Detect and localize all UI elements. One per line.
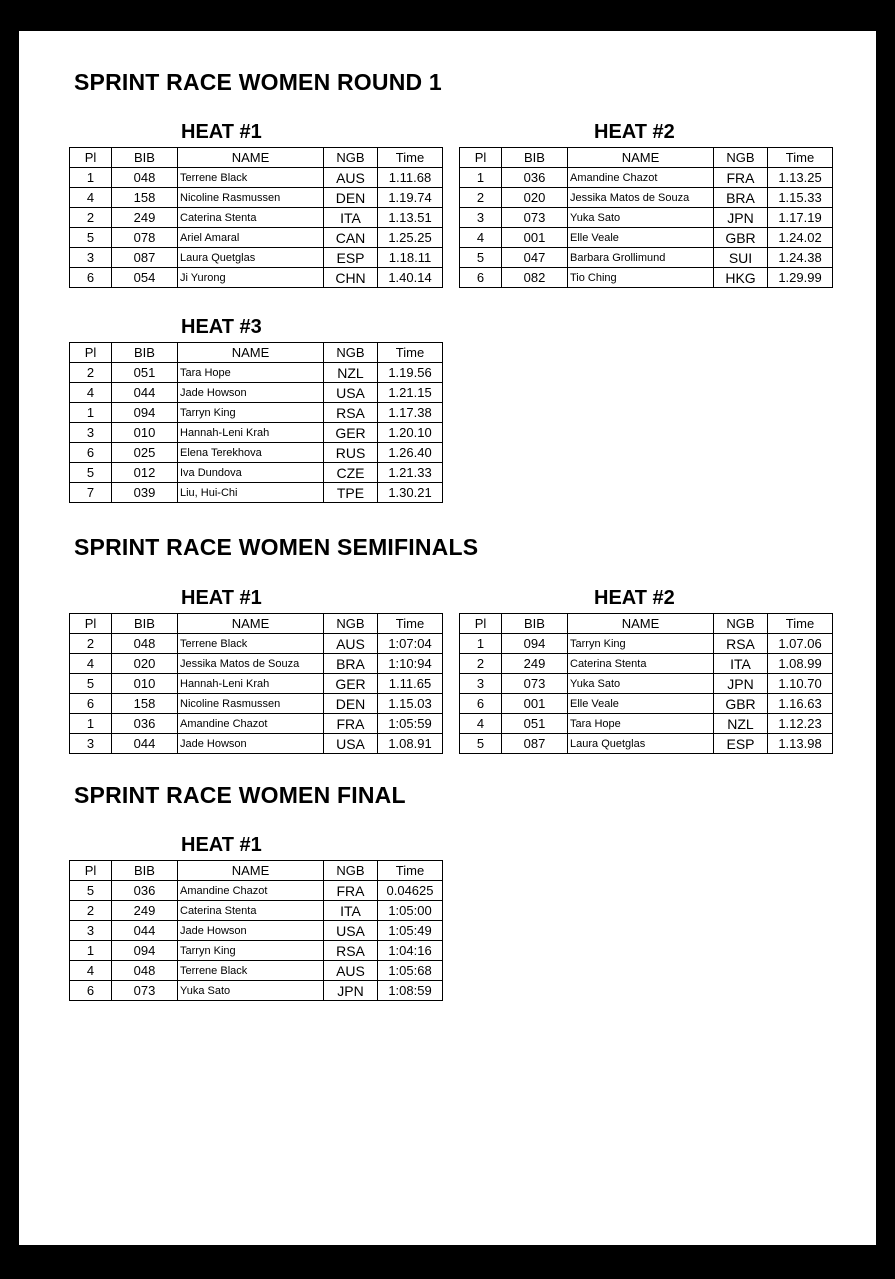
cell-bib: 094 [112, 403, 178, 423]
cell-ngb: AUS [324, 634, 378, 654]
cell-ngb: FRA [324, 714, 378, 734]
table-row [70, 714, 443, 734]
cell-ngb: JPN [714, 208, 768, 228]
cell-ngb: BRA [324, 654, 378, 674]
cell-ngb: ITA [324, 901, 378, 921]
cell-ngb: RSA [324, 403, 378, 423]
cell-bib: 249 [112, 208, 178, 228]
cell-name: Tara Hope [568, 714, 714, 734]
cell-bib: 158 [112, 188, 178, 208]
cell-name: Terrene Black [178, 961, 324, 981]
cell-time: 1.11.65 [378, 674, 443, 694]
cell-bib: 036 [112, 881, 178, 901]
table-row [70, 654, 443, 674]
cell-time: 1.24.02 [768, 228, 833, 248]
column-header-ngb: NGB [324, 861, 378, 881]
table-row [70, 403, 443, 423]
header-row [70, 343, 443, 363]
cell-name: Hannah-Leni Krah [178, 423, 324, 443]
column-header-bib: BIB [502, 148, 568, 168]
column-header-time: Time [378, 148, 443, 168]
cell-pl: 3 [70, 248, 112, 268]
cell-name: Nicoline Rasmussen [178, 694, 324, 714]
cell-name: Yuka Sato [568, 674, 714, 694]
column-header-pl: Pl [70, 148, 112, 168]
cell-name: Tio Ching [568, 268, 714, 288]
heat-title-round1-heat3: HEAT #3 [181, 316, 262, 338]
table-row [460, 208, 833, 228]
table-row [70, 881, 443, 901]
cell-name: Amandine Chazot [178, 714, 324, 734]
column-header-bib: BIB [112, 343, 178, 363]
heat-title-final-heat1: HEAT #1 [181, 834, 262, 856]
column-header-pl: Pl [460, 614, 502, 634]
cell-bib: 025 [112, 443, 178, 463]
cell-pl: 6 [70, 443, 112, 463]
cell-ngb: RSA [714, 634, 768, 654]
results-table-round1-heat2 [459, 147, 833, 288]
cell-pl: 1 [460, 634, 502, 654]
cell-bib: 249 [112, 901, 178, 921]
cell-ngb: DEN [324, 694, 378, 714]
table-row [70, 208, 443, 228]
cell-bib: 036 [502, 168, 568, 188]
column-header-time: Time [378, 614, 443, 634]
cell-bib: 051 [112, 363, 178, 383]
cell-ngb: GBR [714, 694, 768, 714]
table-row [70, 268, 443, 288]
cell-bib: 039 [112, 483, 178, 503]
table-row [70, 694, 443, 714]
cell-pl: 6 [70, 981, 112, 1001]
cell-bib: 048 [112, 168, 178, 188]
table-row [70, 981, 443, 1001]
cell-time: 1.17.38 [378, 403, 443, 423]
cell-bib: 051 [502, 714, 568, 734]
column-header-name: NAME [568, 148, 714, 168]
heat-title-semi-heat2: HEAT #2 [594, 587, 675, 609]
cell-time: 1.07.06 [768, 634, 833, 654]
cell-ngb: AUS [324, 168, 378, 188]
column-header-pl: Pl [70, 861, 112, 881]
cell-time: 0.04625 [378, 881, 443, 901]
cell-bib: 087 [112, 248, 178, 268]
results-table-semi-heat2 [459, 613, 833, 754]
results-table-semi-heat1 [69, 613, 443, 754]
cell-bib: 044 [112, 921, 178, 941]
cell-pl: 6 [70, 268, 112, 288]
table-row [70, 228, 443, 248]
table-row [460, 268, 833, 288]
cell-time: 1.25.25 [378, 228, 443, 248]
cell-time: 1.12.23 [768, 714, 833, 734]
table-row [460, 228, 833, 248]
table-row [70, 443, 443, 463]
table-row [460, 188, 833, 208]
cell-pl: 6 [70, 694, 112, 714]
cell-time: 1:05:49 [378, 921, 443, 941]
section-title-round-1: SPRINT RACE WOMEN ROUND 1 [74, 69, 442, 95]
cell-pl: 4 [70, 961, 112, 981]
column-header-bib: BIB [112, 148, 178, 168]
column-header-bib: BIB [112, 614, 178, 634]
cell-pl: 4 [70, 383, 112, 403]
cell-pl: 5 [460, 248, 502, 268]
cell-pl: 2 [70, 634, 112, 654]
cell-name: Jessika Matos de Souza [568, 188, 714, 208]
column-header-ngb: NGB [324, 148, 378, 168]
cell-name: Caterina Stenta [178, 208, 324, 228]
cell-pl: 2 [70, 901, 112, 921]
cell-time: 1.08.99 [768, 654, 833, 674]
cell-ngb: BRA [714, 188, 768, 208]
header-row [70, 861, 443, 881]
cell-ngb: JPN [324, 981, 378, 1001]
heat-title-round1-heat2: HEAT #2 [594, 121, 675, 143]
cell-time: 1.19.74 [378, 188, 443, 208]
cell-bib: 054 [112, 268, 178, 288]
cell-bib: 249 [502, 654, 568, 674]
table-row [70, 248, 443, 268]
cell-name: Jade Howson [178, 921, 324, 941]
results-table-round1-heat1 [69, 147, 443, 288]
cell-ngb: SUI [714, 248, 768, 268]
cell-name: Tarryn King [178, 941, 324, 961]
cell-ngb: ITA [714, 654, 768, 674]
column-header-name: NAME [178, 148, 324, 168]
header-row [70, 614, 443, 634]
cell-pl: 1 [70, 403, 112, 423]
cell-ngb: USA [324, 734, 378, 754]
cell-bib: 094 [502, 634, 568, 654]
cell-time: 1.29.99 [768, 268, 833, 288]
cell-bib: 087 [502, 734, 568, 754]
cell-time: 1.10.70 [768, 674, 833, 694]
cell-pl: 1 [460, 168, 502, 188]
cell-pl: 4 [460, 714, 502, 734]
cell-time: 1.21.15 [378, 383, 443, 403]
cell-pl: 3 [70, 921, 112, 941]
cell-bib: 048 [112, 961, 178, 981]
cell-pl: 2 [460, 188, 502, 208]
column-header-name: NAME [178, 614, 324, 634]
cell-time: 1.19.56 [378, 363, 443, 383]
cell-pl: 5 [460, 734, 502, 754]
table-row [460, 734, 833, 754]
cell-ngb: NZL [324, 363, 378, 383]
table-row [70, 188, 443, 208]
cell-bib: 020 [112, 654, 178, 674]
header-row [70, 148, 443, 168]
table-row [70, 463, 443, 483]
heat-title-round1-heat1: HEAT #1 [181, 121, 262, 143]
cell-name: Jessika Matos de Souza [178, 654, 324, 674]
column-header-pl: Pl [70, 343, 112, 363]
cell-time: 1.20.10 [378, 423, 443, 443]
cell-name: Amandine Chazot [178, 881, 324, 901]
cell-name: Hannah-Leni Krah [178, 674, 324, 694]
cell-name: Elena Terekhova [178, 443, 324, 463]
cell-name: Laura Quetglas [178, 248, 324, 268]
results-table-final-heat1 [69, 860, 443, 1001]
cell-name: Barbara Grollimund [568, 248, 714, 268]
cell-name: Ariel Amaral [178, 228, 324, 248]
column-header-time: Time [768, 614, 833, 634]
cell-name: Yuka Sato [178, 981, 324, 1001]
cell-bib: 020 [502, 188, 568, 208]
heat-title-semi-heat1: HEAT #1 [181, 587, 262, 609]
table-row [70, 961, 443, 981]
cell-ngb: FRA [714, 168, 768, 188]
cell-pl: 3 [460, 674, 502, 694]
cell-name: Iva Dundova [178, 463, 324, 483]
cell-pl: 5 [70, 674, 112, 694]
cell-pl: 2 [460, 654, 502, 674]
cell-time: 1.40.14 [378, 268, 443, 288]
cell-name: Jade Howson [178, 734, 324, 754]
cell-bib: 158 [112, 694, 178, 714]
cell-bib: 048 [112, 634, 178, 654]
column-header-bib: BIB [112, 861, 178, 881]
cell-pl: 2 [70, 363, 112, 383]
section-title-final: SPRINT RACE WOMEN FINAL [74, 782, 406, 808]
cell-pl: 1 [70, 941, 112, 961]
cell-pl: 6 [460, 268, 502, 288]
cell-ngb: CAN [324, 228, 378, 248]
cell-bib: 073 [502, 208, 568, 228]
cell-ngb: JPN [714, 674, 768, 694]
column-header-ngb: NGB [714, 614, 768, 634]
cell-name: Jade Howson [178, 383, 324, 403]
cell-ngb: HKG [714, 268, 768, 288]
table-row [70, 423, 443, 443]
results-sheet [19, 31, 876, 1245]
cell-ngb: ITA [324, 208, 378, 228]
cell-name: Elle Veale [568, 228, 714, 248]
cell-bib: 073 [502, 674, 568, 694]
cell-pl: 5 [70, 228, 112, 248]
header-row [460, 148, 833, 168]
cell-bib: 001 [502, 228, 568, 248]
table-row [70, 921, 443, 941]
cell-bib: 010 [112, 674, 178, 694]
cell-time: 1.30.21 [378, 483, 443, 503]
cell-name: Caterina Stenta [568, 654, 714, 674]
column-header-name: NAME [178, 861, 324, 881]
cell-ngb: GBR [714, 228, 768, 248]
cell-bib: 012 [112, 463, 178, 483]
cell-pl: 4 [70, 654, 112, 674]
cell-time: 1:05:68 [378, 961, 443, 981]
cell-name: Caterina Stenta [178, 901, 324, 921]
cell-ngb: ESP [324, 248, 378, 268]
cell-bib: 036 [112, 714, 178, 734]
table-row [460, 694, 833, 714]
cell-ngb: NZL [714, 714, 768, 734]
table-row [70, 734, 443, 754]
cell-bib: 073 [112, 981, 178, 1001]
cell-time: 1.24.38 [768, 248, 833, 268]
column-header-time: Time [768, 148, 833, 168]
table-row [460, 654, 833, 674]
table-row [70, 483, 443, 503]
column-header-pl: Pl [460, 148, 502, 168]
cell-time: 1.16.63 [768, 694, 833, 714]
cell-time: 1.15.03 [378, 694, 443, 714]
cell-bib: 044 [112, 734, 178, 754]
cell-name: Nicoline Rasmussen [178, 188, 324, 208]
table-row [460, 714, 833, 734]
table-row [460, 248, 833, 268]
cell-ngb: CHN [324, 268, 378, 288]
cell-time: 1:05:00 [378, 901, 443, 921]
table-row [460, 168, 833, 188]
cell-ngb: RUS [324, 443, 378, 463]
header-row [460, 614, 833, 634]
cell-name: Tarryn King [568, 634, 714, 654]
cell-bib: 001 [502, 694, 568, 714]
cell-name: Terrene Black [178, 168, 324, 188]
cell-time: 1.13.98 [768, 734, 833, 754]
table-row [70, 168, 443, 188]
table-row [70, 383, 443, 403]
column-header-name: NAME [178, 343, 324, 363]
cell-name: Terrene Black [178, 634, 324, 654]
cell-name: Yuka Sato [568, 208, 714, 228]
cell-pl: 3 [460, 208, 502, 228]
cell-ngb: CZE [324, 463, 378, 483]
cell-name: Liu, Hui-Chi [178, 483, 324, 503]
cell-bib: 047 [502, 248, 568, 268]
cell-bib: 082 [502, 268, 568, 288]
section-title-semifinals: SPRINT RACE WOMEN SEMIFINALS [74, 534, 479, 560]
cell-pl: 1 [70, 168, 112, 188]
cell-ngb: DEN [324, 188, 378, 208]
table-row [460, 634, 833, 654]
column-header-ngb: NGB [324, 614, 378, 634]
cell-time: 1:07:04 [378, 634, 443, 654]
cell-time: 1.11.68 [378, 168, 443, 188]
cell-ngb: ESP [714, 734, 768, 754]
cell-time: 1:05:59 [378, 714, 443, 734]
cell-ngb: RSA [324, 941, 378, 961]
table-row [70, 941, 443, 961]
cell-time: 1:04:16 [378, 941, 443, 961]
table-row [70, 674, 443, 694]
table-row [460, 674, 833, 694]
cell-pl: 1 [70, 714, 112, 734]
cell-bib: 078 [112, 228, 178, 248]
cell-time: 1.18.11 [378, 248, 443, 268]
cell-bib: 094 [112, 941, 178, 961]
cell-pl: 6 [460, 694, 502, 714]
cell-name: Laura Quetglas [568, 734, 714, 754]
column-header-time: Time [378, 861, 443, 881]
table-row [70, 363, 443, 383]
cell-ngb: AUS [324, 961, 378, 981]
cell-ngb: TPE [324, 483, 378, 503]
column-header-time: Time [378, 343, 443, 363]
cell-bib: 044 [112, 383, 178, 403]
column-header-ngb: NGB [324, 343, 378, 363]
cell-ngb: FRA [324, 881, 378, 901]
cell-ngb: USA [324, 383, 378, 403]
cell-ngb: USA [324, 921, 378, 941]
cell-time: 1.21.33 [378, 463, 443, 483]
cell-time: 1:08:59 [378, 981, 443, 1001]
table-row [70, 634, 443, 654]
cell-pl: 4 [460, 228, 502, 248]
cell-ngb: GER [324, 674, 378, 694]
cell-name: Tarryn King [178, 403, 324, 423]
cell-time: 1:10:94 [378, 654, 443, 674]
cell-name: Elle Veale [568, 694, 714, 714]
cell-pl: 5 [70, 463, 112, 483]
cell-pl: 5 [70, 881, 112, 901]
cell-pl: 3 [70, 423, 112, 443]
cell-time: 1.13.25 [768, 168, 833, 188]
table-row [70, 901, 443, 921]
cell-pl: 2 [70, 208, 112, 228]
cell-time: 1.08.91 [378, 734, 443, 754]
cell-name: Ji Yurong [178, 268, 324, 288]
column-header-pl: Pl [70, 614, 112, 634]
cell-name: Tara Hope [178, 363, 324, 383]
cell-pl: 3 [70, 734, 112, 754]
cell-pl: 7 [70, 483, 112, 503]
column-header-name: NAME [568, 614, 714, 634]
column-header-bib: BIB [502, 614, 568, 634]
cell-ngb: GER [324, 423, 378, 443]
cell-time: 1.17.19 [768, 208, 833, 228]
results-table-round1-heat3 [69, 342, 443, 503]
cell-time: 1.26.40 [378, 443, 443, 463]
cell-bib: 010 [112, 423, 178, 443]
cell-pl: 4 [70, 188, 112, 208]
cell-time: 1.13.51 [378, 208, 443, 228]
cell-name: Amandine Chazot [568, 168, 714, 188]
cell-time: 1.15.33 [768, 188, 833, 208]
column-header-ngb: NGB [714, 148, 768, 168]
